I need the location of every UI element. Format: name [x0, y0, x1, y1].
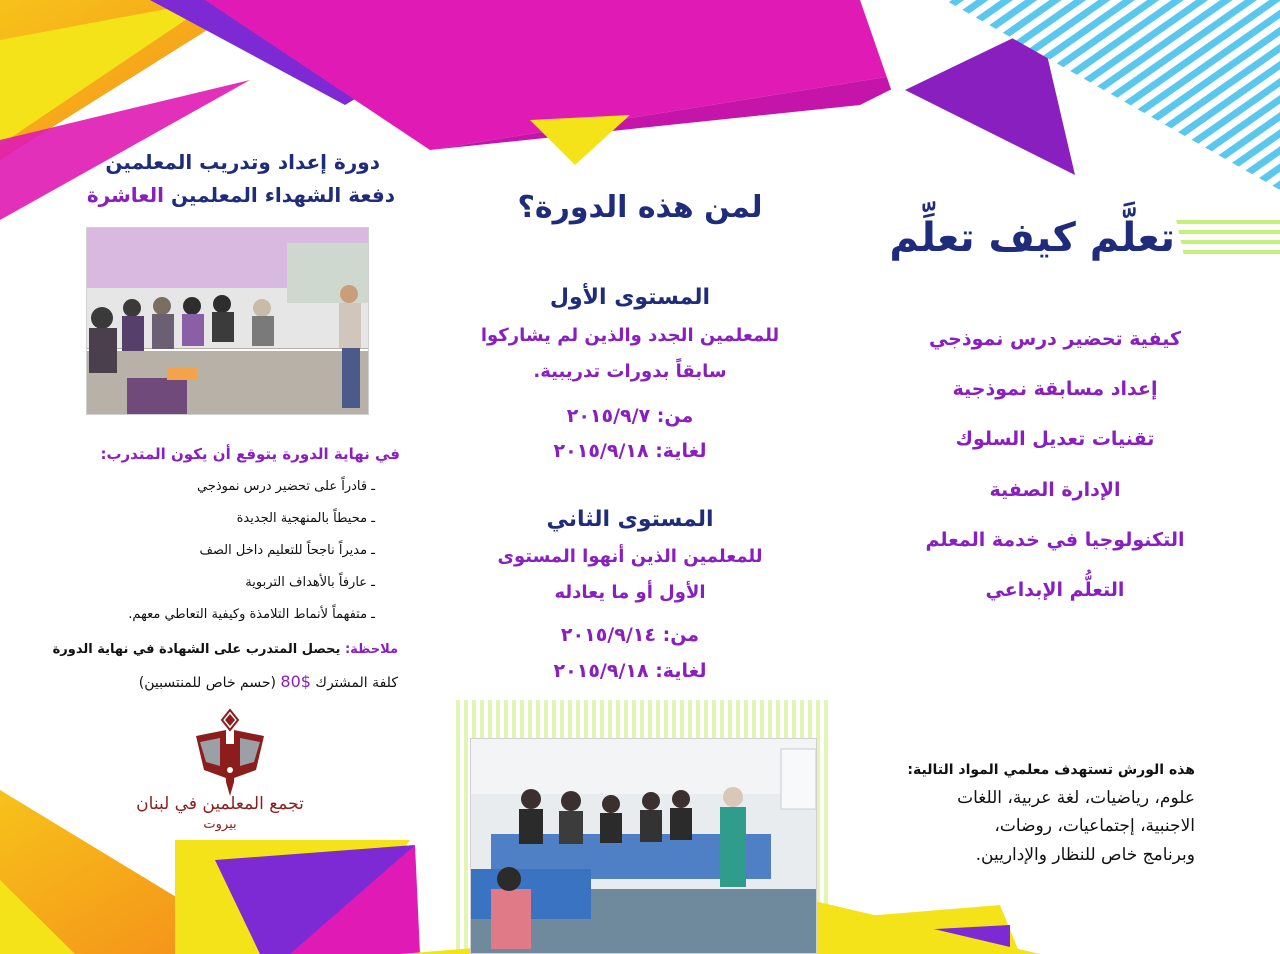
organization-city: بيروت	[203, 817, 237, 832]
topic-item: إعداد مسابقة نموذجية	[952, 378, 1158, 400]
classroom-photo-1	[86, 227, 369, 415]
note-label: ملاحظة:	[344, 642, 398, 657]
subjects-heading: هذه الورش تستهدف معلمي المواد التالية:	[907, 762, 1195, 778]
outcome-item: ـ عارفاً بالأهداف التربوية	[245, 575, 375, 590]
cost-line	[90, 672, 398, 691]
topic-item: التعلُّم الإبداعي	[985, 579, 1125, 601]
subjects-line: الاجنبية، إجتماعيات، روضات،	[994, 816, 1195, 836]
outcomes-heading: في نهاية الدورة يتوقع أن يكون المتدرب:	[100, 445, 400, 463]
classroom-photo-2	[470, 738, 817, 954]
level2-date-to: لغاية: ٢٠١٥/٩/١٨	[553, 660, 707, 682]
cost-note: (حسم خاص للمنتسبين)	[138, 675, 276, 691]
cost-label: كلفة المشترك	[315, 675, 398, 691]
level1-date-from: من: ٢٠١٥/٩/٧	[566, 405, 694, 427]
right-panel-title: تعلَّم كيف تعلِّم	[889, 215, 1175, 261]
outcome-item: ـ قادراً على تحضير درس نموذجي	[196, 479, 375, 494]
level2-description: الأول أو ما يعادله	[554, 582, 706, 603]
level1-date-to: لغاية: ٢٠١٥/٩/١٨	[553, 440, 707, 462]
subjects-line: وبرنامج خاص للنظار والإداريين.	[975, 845, 1195, 865]
course-subtitle	[45, 183, 395, 207]
topic-item: تقنيات تعديل السلوك	[955, 428, 1155, 450]
organization-logo	[190, 708, 270, 800]
level2-description: للمعلمين الذين أنهوا المستوى	[497, 546, 763, 567]
topic-item: كيفية تحضير درس نموذجي	[928, 328, 1182, 350]
cost-value: 80$	[280, 672, 311, 691]
middle-panel-title: لمن هذه الدورة؟	[517, 190, 763, 225]
note-line	[40, 642, 398, 657]
topic-item: التكنولوجيا في خدمة المعلم	[925, 529, 1185, 551]
outcome-item: ـ مديراً ناجحاً للتعليم داخل الصف	[199, 543, 375, 558]
level1-description: سابقاً بدورات تدريبية.	[533, 361, 727, 382]
outcome-item: ـ محيطاً بالمنهجية الجديدة	[236, 511, 375, 526]
level1-description: للمعلمين الجدد والذين لم يشاركوا	[480, 325, 780, 346]
level1-title: المستوى الأول	[549, 285, 711, 310]
topic-item: الإدارة الصفية	[989, 479, 1121, 501]
outcome-item: ـ متفهماً لأنماط التلامذة وكيفية التعاطي معهم.	[128, 607, 375, 622]
organization-name: تجمع المعلمين في لبنان	[136, 794, 304, 814]
course-title: دورة إعداد وتدريب المعلمين	[105, 150, 380, 174]
subjects-line: علوم، رياضيات، لغة عربية، اللغات	[957, 788, 1195, 808]
course-batch-name: دفعة الشهداء المعلمين	[170, 183, 395, 207]
level2-title: المستوى الثاني	[546, 507, 714, 532]
note-text: يحصل المتدرب على الشهادة في نهاية الدورة	[52, 642, 341, 657]
level2-date-from: من: ٢٠١٥/٩/١٤	[560, 624, 700, 646]
course-batch-number: العاشرة	[86, 183, 164, 207]
